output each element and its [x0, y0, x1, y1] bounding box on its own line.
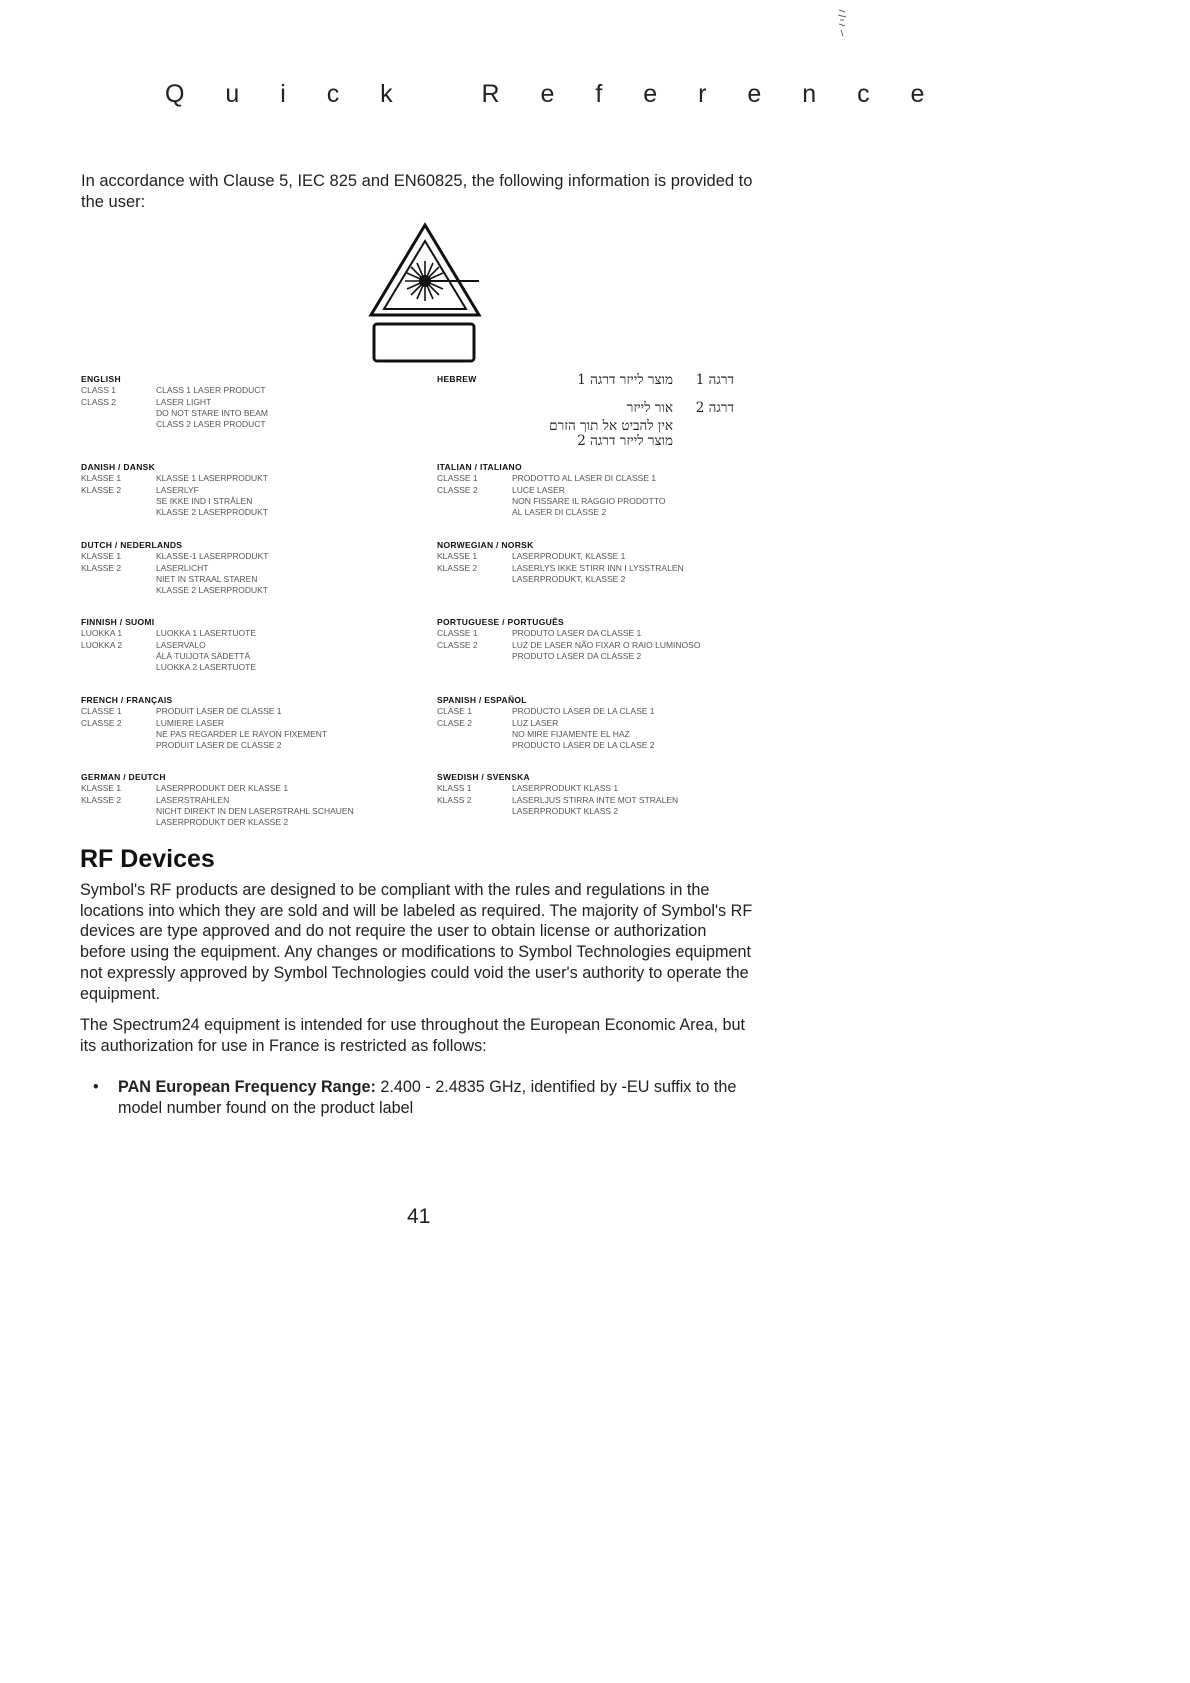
page-header: Q u i c k R e f e r e n c e: [165, 80, 942, 108]
class-text: LUMIERE LASER: [156, 717, 225, 728]
rf-paragraph-2: The Spectrum24 equipment is intended for use throughout the European Economic Area, but its authorization for use in France is restricted as follows:: [80, 1016, 746, 1055]
lang-german: [81, 772, 354, 828]
class-code: [437, 729, 512, 740]
lang-row: [81, 640, 256, 651]
class-text: NO MIRE FIJAMENTE EL HAZ: [512, 728, 630, 739]
lang-row: [437, 496, 666, 507]
class-code: CLASSE 2: [437, 639, 478, 650]
lang-portuguese: [437, 617, 700, 662]
bullet-item: [93, 1077, 755, 1118]
lang-title: GERMAN / DEUTCH: [81, 772, 166, 782]
class-code: [81, 419, 156, 430]
lang-row: [81, 817, 354, 828]
class-text: LUZ DE LASER NÃO FIXAR O RAIO LUMINOSO: [512, 639, 701, 650]
corner-scan-mark: [836, 8, 850, 42]
lang-title: DUTCH / NEDERLANDS: [81, 540, 183, 550]
lang-title: SWEDISH / SVENSKA: [437, 772, 530, 782]
class-code: LUOKKA 1: [81, 628, 123, 639]
lang-row: [437, 783, 678, 794]
class-code: KLASSE 2: [81, 484, 122, 495]
laser-warning-icon: [365, 221, 485, 365]
class-code: [437, 651, 512, 662]
lang-row: [81, 718, 327, 729]
hebrew-class-2: דרגה 2: [695, 400, 734, 416]
lang-row: [437, 485, 666, 496]
lang-english: [81, 374, 268, 430]
class-text: NE PAS REGARDER LE RAYON FIXEMENT: [156, 728, 328, 739]
class-code: [81, 662, 156, 673]
lang-row: [81, 651, 256, 662]
class-code: [81, 496, 156, 507]
lang-row: [437, 628, 700, 639]
lang-row: [437, 718, 655, 729]
class-code: [437, 574, 512, 585]
lang-title: ENGLISH: [81, 374, 121, 384]
class-text: PRODUTO LASER DA CLASSE 2: [512, 650, 642, 661]
lang-row: [81, 574, 268, 585]
class-text: PRODUCTO LASER DE LA CLASE 2: [512, 740, 655, 751]
bullet-text: 2.400 - 2.4835 GHz, identified by -EU suffix to the model number found on the product label: [118, 1078, 737, 1117]
lang-title: FINNISH / SUOMI: [81, 617, 155, 627]
class-code: [81, 585, 156, 596]
lang-row: [81, 806, 354, 817]
lang-row: [81, 795, 354, 806]
class-code: [81, 651, 156, 662]
lang-row: [81, 585, 268, 596]
class-code: LUOKKA 2: [81, 639, 123, 650]
class-text: LASERLJUS STIRRA INTE MOT STRALEN: [512, 794, 679, 805]
class-text: KLASSE 2 LASERPRODUKT: [156, 585, 268, 596]
class-text: LUCE LASER: [512, 484, 565, 495]
hebrew-line-1: מוצר לייזר דרגה 1: [577, 372, 673, 388]
lang-row: [437, 795, 678, 806]
class-text: LASERPRODUKT KLASS 1: [512, 783, 619, 794]
class-text: KLASSE 1 LASERPRODUKT: [156, 473, 268, 484]
class-text: LASER LIGHT: [156, 396, 212, 407]
lang-hebrew: [437, 374, 477, 385]
bullet-body: [100, 1077, 755, 1118]
lang-row: [437, 651, 700, 662]
class-text: PRODUIT LASER DE CLASSE 1: [156, 706, 282, 717]
lang-row: [81, 419, 268, 430]
class-text: CLASS 1 LASER PRODUCT: [156, 385, 266, 396]
lang-italian: [437, 462, 666, 518]
class-code: KLASSE 1: [81, 551, 122, 562]
lang-row: [81, 473, 268, 484]
class-code: [81, 408, 156, 419]
lang-row: [437, 473, 666, 484]
class-text: KLASSE 2 LASERPRODUKT: [156, 507, 268, 518]
lang-row: [81, 551, 268, 562]
class-code: KLASSE 1: [81, 783, 122, 794]
class-code: CLASSE 1: [437, 473, 478, 484]
class-code: KLASSE 2: [81, 794, 122, 805]
lang-title: NORWEGIAN / NORSK: [437, 540, 534, 550]
class-text: CLASS 2 LASER PRODUCT: [156, 419, 266, 430]
class-code: KLASS 2: [437, 794, 472, 805]
lang-row: [437, 640, 700, 651]
class-code: [437, 740, 512, 751]
class-text: LUZ LASER: [512, 717, 559, 728]
lang-spanish: [437, 695, 655, 751]
lang-row: [437, 563, 684, 574]
hebrew-line-4: מוצר לייזר דרגה 2: [577, 433, 673, 449]
bullet-lead: PAN European Frequency Range:: [118, 1078, 376, 1096]
lang-row: [81, 496, 268, 507]
class-code: CLASSE 1: [437, 628, 478, 639]
class-code: KLASSE 2: [81, 562, 122, 573]
class-text: AL LASER DI CLASSE 2: [512, 507, 607, 518]
class-text: PRODUCTO LASER DE LA CLASE 1: [512, 706, 655, 717]
class-code: [81, 507, 156, 518]
class-text: PRODUTO LASER DA CLASSE 1: [512, 628, 642, 639]
class-code: [437, 507, 512, 518]
class-text: LASERPRODUKT, KLASSE 2: [512, 573, 626, 584]
lang-row: [437, 507, 666, 518]
lang-row: [81, 408, 268, 419]
class-code: [437, 496, 512, 507]
class-text: LASERPRODUKT DER KLASSE 2: [156, 817, 289, 828]
lang-danish: [81, 462, 268, 518]
hebrew-line-3: אין להביט אל תוך הזרם: [549, 418, 673, 434]
lang-row: [81, 485, 268, 496]
lang-row: [81, 740, 327, 751]
lang-dutch: [81, 540, 268, 596]
class-text: LASERPRODUKT, KLASSE 1: [512, 551, 626, 562]
lang-row: [437, 740, 655, 751]
section-title: RF Devices: [80, 845, 215, 873]
hebrew-class-1: דרגה 1: [695, 372, 734, 388]
bullet-dot-icon: •: [93, 1078, 99, 1096]
class-code: [81, 729, 156, 740]
class-text: LASERPRODUKT KLASS 2: [512, 805, 619, 816]
lang-title: DANISH / DANSK: [81, 462, 156, 472]
intro-text: In accordance with Clause 5, IEC 825 and EN60825, the following information is provided to the user:: [81, 172, 753, 211]
class-text: ÄLÄ TUIJOTA SÄDETTÄ: [156, 650, 251, 661]
class-text: LUOKKA 1 LASERTUOTE: [156, 628, 256, 639]
page-number: 41: [407, 1205, 431, 1228]
class-text: LASERLYF: [156, 484, 199, 495]
lang-row: [437, 574, 684, 585]
class-text: LASERSTRAHLEN: [156, 794, 230, 805]
lang-row: [81, 563, 268, 574]
class-code: [81, 740, 156, 751]
lang-row: [81, 729, 327, 740]
class-text: DO NOT STARE INTO BEAM: [156, 407, 268, 418]
lang-row: [437, 729, 655, 740]
class-text: LASERVALO: [156, 639, 206, 650]
class-text: SE IKKE IND I STRÅLEN: [156, 495, 253, 506]
lang-row: [437, 551, 684, 562]
class-code: CLASS 2: [81, 396, 116, 407]
lang-title: SPANISH / ESPAÑOL: [437, 695, 527, 705]
lang-french: [81, 695, 327, 751]
class-text: KLASSE-1 LASERPRODUKT: [156, 551, 269, 562]
lang-norwegian: [437, 540, 684, 585]
rf-paragraph-1: Symbol's RF products are designed to be compliant with the rules and regulations in the locations into which they are sold and will be labeled as required. The majority of Symbol's RF devices are type approved and do not require the user to obtain license or authorization before using the equipment. Any changes or modifications to Symbol Technologies equipment not expressly approved by Symbol Technologies could void the user's authority to operate the equipment.: [80, 881, 753, 1003]
lang-title: ITALIAN / ITALIANO: [437, 462, 522, 472]
class-code: CLASE 1: [437, 706, 472, 717]
class-text: PRODOTTO AL LASER DI CLASSE 1: [512, 473, 657, 484]
lang-row: [437, 806, 678, 817]
class-code: [81, 574, 156, 585]
class-code: CLASSE 1: [81, 706, 122, 717]
lang-title: HEBREW: [437, 374, 477, 384]
lang-row: [81, 783, 354, 794]
class-code: KLASSE 1: [437, 551, 478, 562]
class-code: [81, 817, 156, 828]
lang-title: PORTUGUESE / PORTUGUÊS: [437, 617, 565, 627]
class-code: CLASE 2: [437, 717, 472, 728]
class-text: PRODUIT LASER DE CLASSE 2: [156, 740, 282, 751]
lang-swedish: [437, 772, 678, 817]
class-code: CLASSE 2: [81, 717, 122, 728]
lang-row: [81, 662, 256, 673]
class-code: [437, 806, 512, 817]
lang-title: FRENCH / FRANÇAIS: [81, 695, 173, 705]
class-text: LASERLYS IKKE STIRR INN I LYSSTRALEN: [512, 562, 684, 573]
class-text: LASERLICHT: [156, 562, 209, 573]
class-code: KLASS 1: [437, 783, 472, 794]
lang-row: [437, 706, 655, 717]
class-code: CLASS 1: [81, 385, 116, 396]
class-text: LASERPRODUKT DER KLASSE 1: [156, 783, 289, 794]
class-text: NIET IN STRAAL STAREN: [156, 573, 258, 584]
class-code: [81, 806, 156, 817]
lang-row: [81, 385, 268, 396]
lang-finnish: [81, 617, 256, 673]
lang-row: [81, 706, 327, 717]
hebrew-line-2: אור לייזר: [626, 400, 673, 416]
class-text: NICHT DIREKT IN DEN LASERSTRAHL SCHAUEN: [156, 805, 354, 816]
lang-row: [81, 628, 256, 639]
class-code: KLASSE 1: [81, 473, 122, 484]
class-text: LUOKKA 2 LASERTUOTE: [156, 662, 256, 673]
lang-row: [81, 507, 268, 518]
lang-row: [81, 397, 268, 408]
class-code: CLASSE 2: [437, 484, 478, 495]
class-code: KLASSE 2: [437, 562, 478, 573]
class-text: NON FISSARE IL RAGGIO PRODOTTO: [512, 495, 666, 506]
